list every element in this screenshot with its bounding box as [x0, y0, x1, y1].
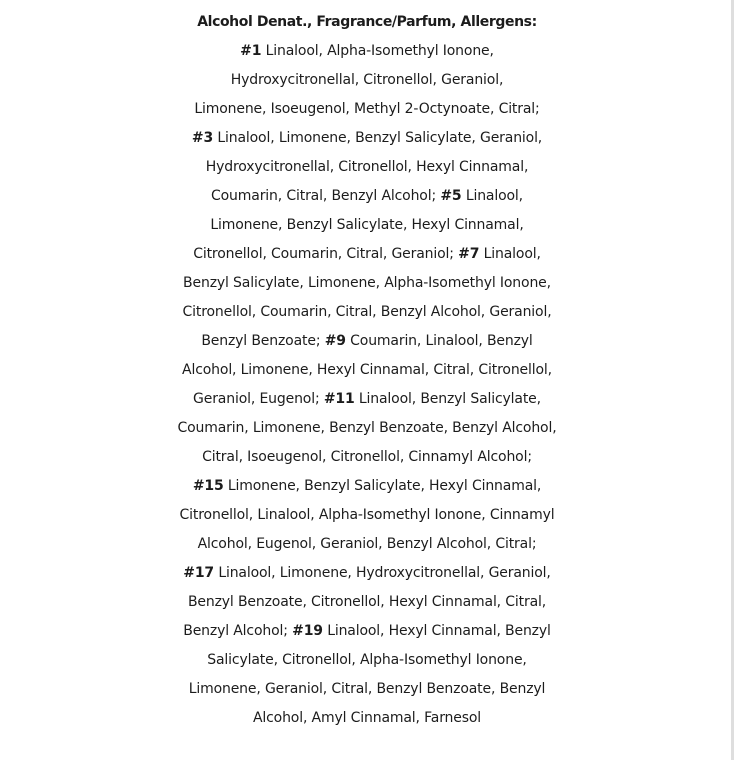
ingredient-text: Linalool, Benzyl Salicylate,: [354, 391, 541, 407]
ingredient-line: [0, 559, 734, 588]
ingredient-text: Citronellol, Linalool, Alpha-Isomethyl Ionone, Cinnamyl: [179, 507, 555, 523]
ingredient-line: [0, 95, 734, 124]
ingredient-text: Linalool,: [479, 246, 541, 262]
ingredient-text: Salicylate, Citronellol, Alpha-Isomethyl Ionone,: [207, 652, 527, 668]
ingredient-line: [0, 327, 734, 356]
ingredient-line: [0, 704, 734, 733]
ingredient-line: [0, 240, 734, 269]
ingredient-text: Limonene, Benzyl Salicylate, Hexyl Cinnamal,: [223, 478, 542, 494]
ingredient-text: Geraniol, Eugenol;: [193, 391, 324, 407]
ingredient-text: Limonene, Isoeugenol, Methyl 2-Octynoate, Citral;: [194, 101, 540, 117]
ingredient-line: [0, 675, 734, 704]
ingredient-text: Benzyl Salicylate, Limonene, Alpha-Isomethyl Ionone,: [183, 275, 551, 291]
ingredient-text: Linalool, Limonene, Hydroxycitronellal, Geraniol,: [214, 565, 551, 581]
ingredient-text: Linalool, Alpha-Isomethyl Ionone,: [261, 43, 494, 59]
ingredient-line: [0, 37, 734, 66]
ingredient-line: [0, 356, 734, 385]
ingredient-text: Alcohol, Limonene, Hexyl Cinnamal, Citral, Citronellol,: [182, 362, 552, 378]
shade-number: #5: [440, 188, 462, 204]
ingredient-text: Alcohol, Amyl Cinnamal, Farnesol: [252, 710, 482, 726]
shade-number: #11: [323, 391, 355, 407]
ingredient-line: [0, 443, 734, 472]
ingredient-text: Citral, Isoeugenol, Citronellol, Cinnamyl Alcohol;: [202, 449, 532, 465]
shade-number: #15: [192, 478, 224, 494]
ingredient-text: Limonene, Benzyl Salicylate, Hexyl Cinnamal,: [210, 217, 524, 233]
shade-number: #3: [191, 130, 214, 146]
ingredient-line: [0, 211, 734, 240]
ingredient-text: Benzyl Benzoate;: [201, 333, 325, 349]
ingredient-line: [0, 269, 734, 298]
ingredient-text: Linalool,: [461, 188, 523, 204]
ingredient-text: Citronellol, Coumarin, Citral, Benzyl Alcohol, Geraniol,: [182, 304, 552, 320]
ingredient-text: Linalool, Hexyl Cinnamal, Benzyl: [322, 623, 551, 639]
shade-number: #9: [324, 333, 346, 349]
ingredient-text: Linalool, Limonene, Benzyl Salicylate, Geraniol,: [213, 130, 543, 146]
ingredient-line: [0, 385, 734, 414]
ingredients-heading: Alcohol Denat., Fragrance/Parfum, Allergens:: [197, 14, 537, 30]
ingredient-text: Coumarin, Citral, Benzyl Alcohol;: [211, 188, 441, 204]
ingredient-text: Hydroxycitronellal, Citronellol, Geraniol,: [230, 72, 504, 88]
ingredient-text: Hydroxycitronellal, Citronellol, Hexyl Cinnamal,: [205, 159, 529, 175]
ingredient-line: [0, 298, 734, 327]
ingredient-text: Citronellol, Coumarin, Citral, Geraniol;: [193, 246, 459, 262]
ingredient-line: [0, 472, 734, 501]
ingredient-line: [0, 646, 734, 675]
ingredients-text-block: [0, 8, 734, 733]
ingredient-line: [0, 182, 734, 211]
shade-number: #1: [240, 43, 262, 59]
ingredient-line: [0, 530, 734, 559]
shade-number: #19: [292, 623, 323, 639]
ingredient-line: [0, 588, 734, 617]
ingredient-line: [0, 501, 734, 530]
ingredient-line: [0, 153, 734, 182]
ingredient-line: [0, 124, 734, 153]
ingredient-text: Alcohol, Eugenol, Geraniol, Benzyl Alcohol, Citral;: [197, 536, 537, 552]
ingredient-lines: [0, 37, 734, 733]
ingredient-text: Coumarin, Limonene, Benzyl Benzoate, Benzyl Alcohol,: [177, 420, 557, 436]
ingredient-text: Coumarin, Linalool, Benzyl: [345, 333, 533, 349]
shade-number: #17: [183, 565, 215, 581]
ingredient-text: Limonene, Geraniol, Citral, Benzyl Benzoate, Benzyl: [188, 681, 546, 697]
ingredient-line: [0, 66, 734, 95]
ingredient-text: Benzyl Alcohol;: [183, 623, 293, 639]
shade-number: #7: [458, 246, 480, 262]
ingredient-line: [0, 414, 734, 443]
ingredient-text: Benzyl Benzoate, Citronellol, Hexyl Cinnamal, Citral,: [187, 594, 547, 610]
ingredient-line: [0, 617, 734, 646]
